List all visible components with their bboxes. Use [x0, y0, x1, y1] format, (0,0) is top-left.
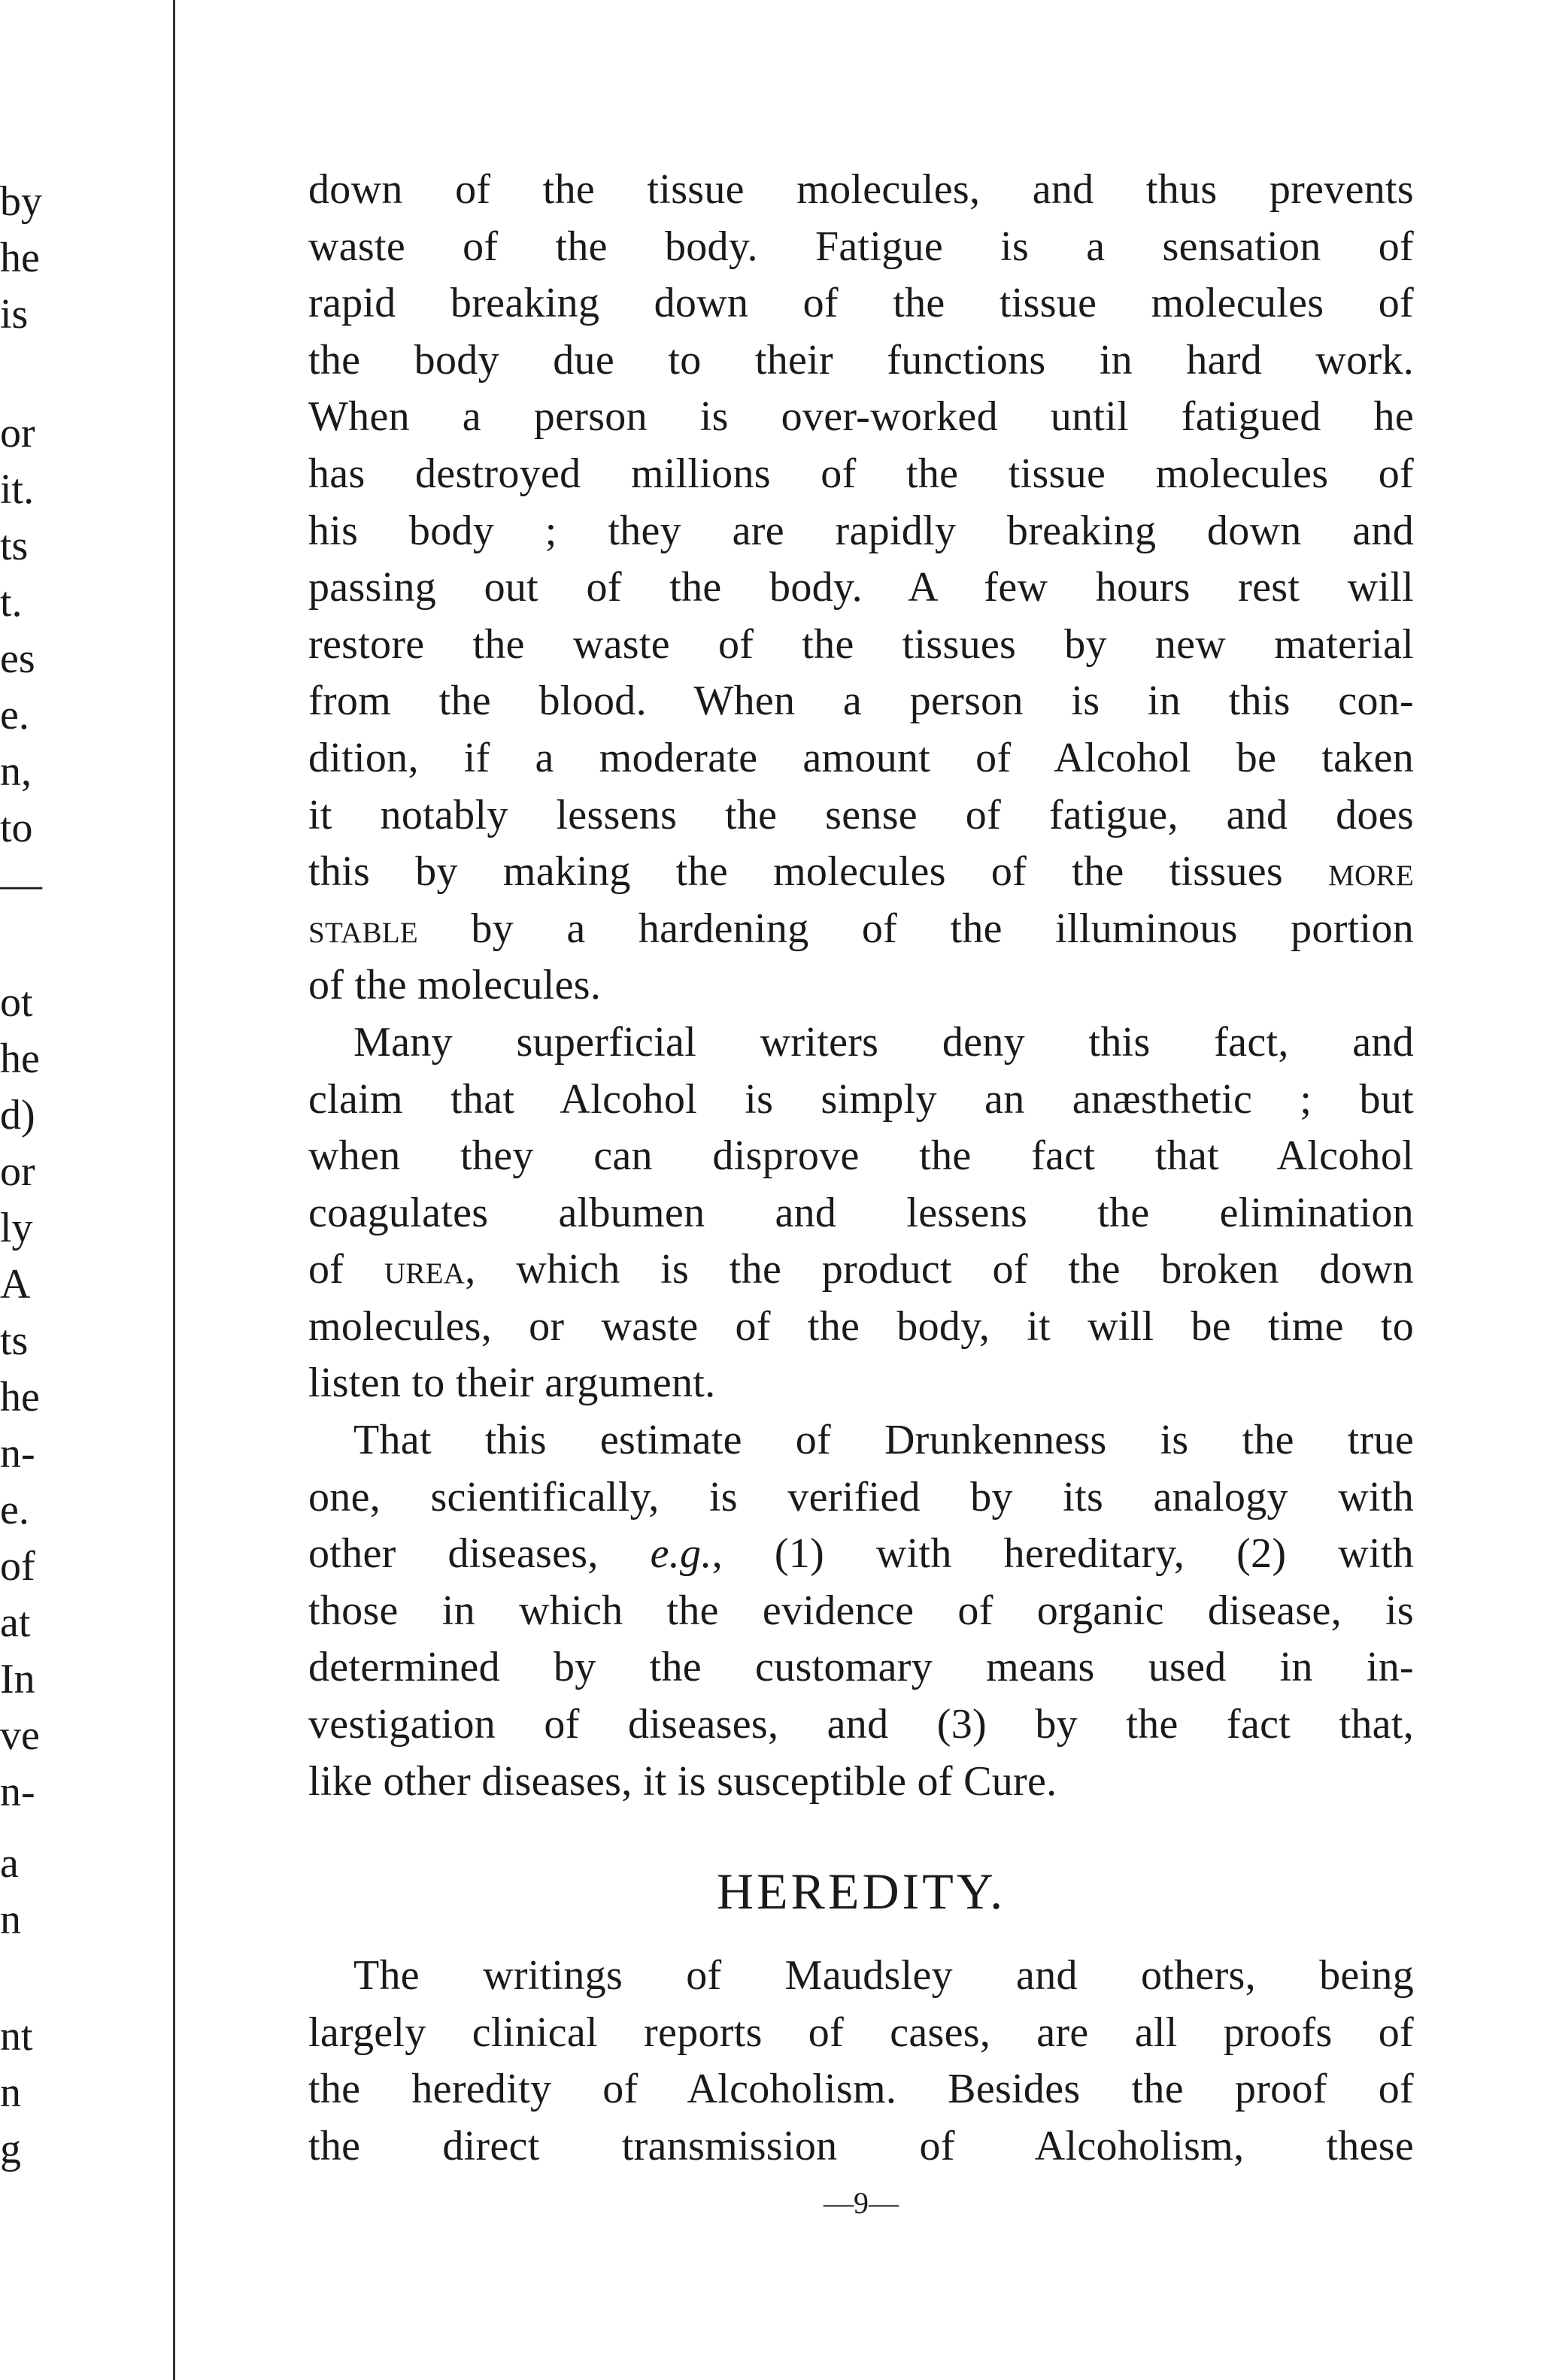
text-line: like other diseases, it is susceptible of Cure. — [308, 1757, 1057, 1805]
margin-fragment: e. — [0, 692, 29, 738]
section-heading: HEREDITY. — [716, 1863, 1006, 1920]
text-line: That this estimate of Drunkenness is the true — [353, 1417, 1414, 1464]
text-line: coagulates albumen and lessens the elimination — [308, 1189, 1414, 1236]
margin-fragment: is — [0, 291, 29, 338]
text-line: it notably lessens the sense of fatigue, and does — [308, 791, 1414, 838]
text-line: when they can disprove the fact that Alcohol — [308, 1132, 1414, 1180]
text-line — [308, 844, 1414, 901]
margin-fragment: of — [0, 1543, 35, 1590]
text-line: of the molecules. — [308, 962, 602, 1009]
page-gutter-line — [173, 0, 175, 2380]
margin-fragment: d) — [0, 1092, 35, 1138]
text-line: rapid breaking down of the tissue molecules of — [308, 280, 1414, 327]
text-line — [308, 1526, 1414, 1583]
page-number: —9— — [824, 2186, 899, 2220]
small-caps-stable: stable — [308, 905, 419, 952]
margin-fragment: g — [0, 2126, 21, 2172]
text-line: molecules, or waste of the body, it will be time to — [308, 1302, 1414, 1350]
text-line: dition, if a moderate amount of Alcohol be taken — [308, 734, 1414, 781]
margin-fragment: In — [0, 1656, 35, 1702]
margin-fragment: e. — [0, 1487, 29, 1533]
margin-fragment: he — [0, 1035, 40, 1082]
text-segment: this by making the molecules of the tissues — [308, 848, 1284, 896]
text-line: the body due to their functions in hard work. — [308, 336, 1414, 384]
text-segment: other diseases, — [308, 1530, 599, 1578]
text-segment: , (1) with hereditary, (2) with — [711, 1530, 1414, 1578]
text-line: Many superficial writers deny this fact, and — [353, 1018, 1414, 1066]
text-line: vestigation of diseases, and (3) by the fact that, — [308, 1701, 1414, 1748]
text-line: down of the tissue molecules, and thus prevents — [308, 166, 1414, 213]
margin-fragment: at — [0, 1599, 31, 1646]
margin-fragment: ts — [0, 523, 29, 569]
margin-fragment: ot — [0, 979, 33, 1026]
text-line: restore the waste of the tissues by new material — [308, 620, 1414, 668]
small-caps-urea: urea — [384, 1246, 466, 1293]
margin-fragment: ts — [0, 1317, 29, 1364]
margin-fragment: A — [0, 1261, 31, 1308]
text-line: one, scientifically, is verified by its analogy with — [308, 1473, 1414, 1520]
text-line: largely clinical reports of cases, are all proofs of — [308, 2009, 1414, 2056]
text-line: those in which the evidence of organic disease, is — [308, 1587, 1414, 1634]
text-line — [308, 1242, 1414, 1299]
margin-fragment: or — [0, 1148, 35, 1195]
text-line: The writings of Maudsley and others, being — [353, 1952, 1414, 1999]
small-caps-more: more — [1328, 848, 1414, 896]
margin-fragment: n — [0, 2069, 21, 2116]
body-text — [308, 162, 1414, 1810]
text-line: from the blood. When a person is in this con- — [308, 678, 1414, 725]
facing-page-margin — [0, 0, 90, 2380]
margin-fragment: — — [0, 861, 42, 908]
margin-fragment: n- — [0, 1769, 35, 1815]
margin-fragment: ve — [0, 1712, 40, 1759]
text-line: waste of the body. Fatigue is a sensation of — [308, 223, 1414, 270]
text-line: listen to their argument. — [308, 1360, 716, 1407]
text-line: the heredity of Alcoholism. Besides the proof of — [308, 2066, 1414, 2113]
heredity-paragraph — [308, 1948, 1414, 2175]
text-line: has destroyed millions of the tissue molecules of — [308, 450, 1414, 497]
text-line: When a person is over-worked until fatigued he — [308, 393, 1414, 441]
text-line: the direct transmission of Alcoholism, these — [308, 2122, 1414, 2169]
text-segment: of — [308, 1246, 344, 1293]
margin-fragment: n, — [0, 748, 32, 795]
margin-fragment: by — [0, 178, 42, 225]
text-line: passing out of the body. A few hours rest will — [308, 564, 1414, 611]
text-line: claim that Alcohol is simply an anæsthetic ; but — [308, 1075, 1414, 1123]
margin-fragment: es — [0, 635, 35, 682]
margin-fragment: he — [0, 1374, 40, 1420]
margin-fragment: n- — [0, 1430, 35, 1477]
margin-fragment: t. — [0, 579, 23, 626]
text-line: his body ; they are rapidly breaking down and — [308, 507, 1414, 554]
margin-fragment: ly — [0, 1205, 33, 1251]
italic-eg: e.g. — [650, 1530, 712, 1578]
margin-fragment: a — [0, 1840, 19, 1887]
text-segment: , which is the product of the broken down — [465, 1246, 1414, 1293]
text-segment: by a hardening of the illuminous portion — [471, 905, 1414, 952]
margin-fragment: n — [0, 1896, 21, 1943]
margin-fragment: to — [0, 805, 33, 851]
margin-fragment: or — [0, 410, 35, 456]
margin-fragment: nt — [0, 2013, 33, 2060]
margin-fragment: he — [0, 235, 40, 281]
margin-fragment: it. — [0, 466, 35, 513]
text-line — [308, 901, 1414, 958]
text-line: determined by the customary means used in in- — [308, 1644, 1414, 1691]
